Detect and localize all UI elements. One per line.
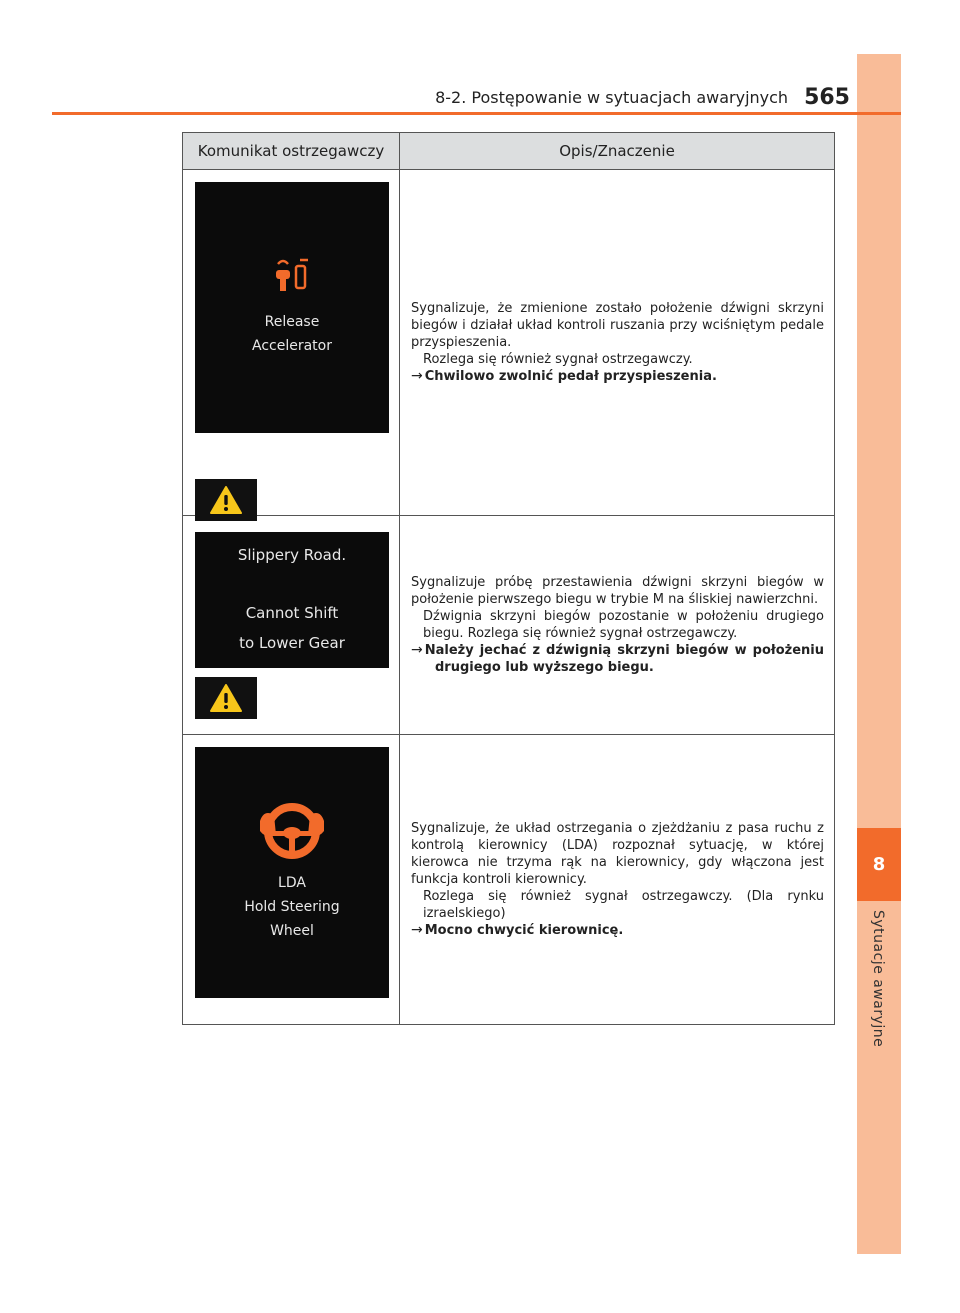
description-cell xyxy=(400,735,835,1025)
description-action xyxy=(411,368,824,385)
description-note: Rozlega się również sygnał ostrzegawczy. (Dla rynku izraelskiego) xyxy=(423,889,824,921)
screen-text-line: LDA xyxy=(278,875,306,891)
display-screen xyxy=(195,532,389,668)
description-note: Rozlega się również sygnał ostrzegawczy. xyxy=(423,352,693,367)
action-text: Chwilowo zwolnić pedał przyspieszenia. xyxy=(424,369,717,384)
message-image-cell xyxy=(183,735,400,1025)
warning-messages-table xyxy=(182,132,835,1025)
warning-triangle-icon xyxy=(195,677,257,719)
display-screen xyxy=(195,747,389,998)
page-number: 565 xyxy=(804,84,850,110)
screen-text-line: Wheel xyxy=(270,923,314,939)
description-text xyxy=(400,574,834,676)
col-header-message: Komunikat ostrzegawczy xyxy=(183,133,400,170)
description-action xyxy=(411,922,824,939)
description-text xyxy=(400,820,834,939)
table-row xyxy=(183,170,835,516)
description-main: Sygnalizuje próbę przestawienia dźwigni skrzyni biegów w położenie pierwszego biegu w trybie M na śliskiej nawierzchni. xyxy=(411,575,824,607)
page-header xyxy=(400,82,850,112)
pedal-release-icon xyxy=(270,256,314,296)
display-screen xyxy=(195,182,389,433)
screen-text-line: Hold Steering xyxy=(244,899,340,915)
description-main: Sygnalizuje, że zmienione zostało położenie dźwigni skrzyni biegów i działał układ kontroli ruszania przy wciśniętym pedale przyspieszenia. xyxy=(411,301,824,350)
description-action xyxy=(411,642,824,676)
col-header-description: Opis/Znaczenie xyxy=(400,133,835,170)
steering-wheel-hands-icon xyxy=(254,797,330,861)
table-header-row xyxy=(183,133,835,170)
arrow-icon: → xyxy=(411,922,423,938)
table-row xyxy=(183,735,835,1025)
chapter-label: Sytuacje awaryjne xyxy=(870,910,886,1048)
chapter-number: 8 xyxy=(857,828,901,901)
section-title: 8-2. Postępowanie w sytuacjach awaryjnych xyxy=(435,87,789,107)
header-rule xyxy=(52,112,901,115)
screen-text-line: Slippery Road. xyxy=(237,546,347,564)
action-text: Należy jechać z dźwignią skrzyni biegów w położeniu drugiego lub wyższego biegu. xyxy=(424,643,824,675)
arrow-icon: → xyxy=(411,642,423,658)
description-text xyxy=(400,300,834,385)
arrow-icon: → xyxy=(411,368,423,384)
screen-text-line: to Lower Gear xyxy=(239,634,345,652)
description-cell xyxy=(400,170,835,516)
description-main: Sygnalizuje, że układ ostrzegania o zjeżdżaniu z pasa ruchu z kontrolą kierownicy (LDA) rozpoznał sytuację, w której kierowca nie trzyma rąk na kierownicy, gdy włączona jest funkcja kontroli kierownicy. xyxy=(411,821,824,887)
action-text: Mocno chwycić kierownicę. xyxy=(424,923,624,938)
screen-text-line: Cannot Shift xyxy=(245,604,339,622)
message-image-cell xyxy=(183,516,400,735)
description-cell xyxy=(400,516,835,735)
screen-text-line: Accelerator xyxy=(252,338,332,354)
screen-text-line: Release xyxy=(264,314,320,330)
message-image-cell xyxy=(183,170,400,516)
description-note: Dźwignia skrzyni biegów pozostanie w położeniu drugiego biegu. Rozlega się również sygnał ostrzegawczy. xyxy=(423,609,824,641)
table-row xyxy=(183,516,835,735)
chapter-side-tab xyxy=(857,54,901,1254)
